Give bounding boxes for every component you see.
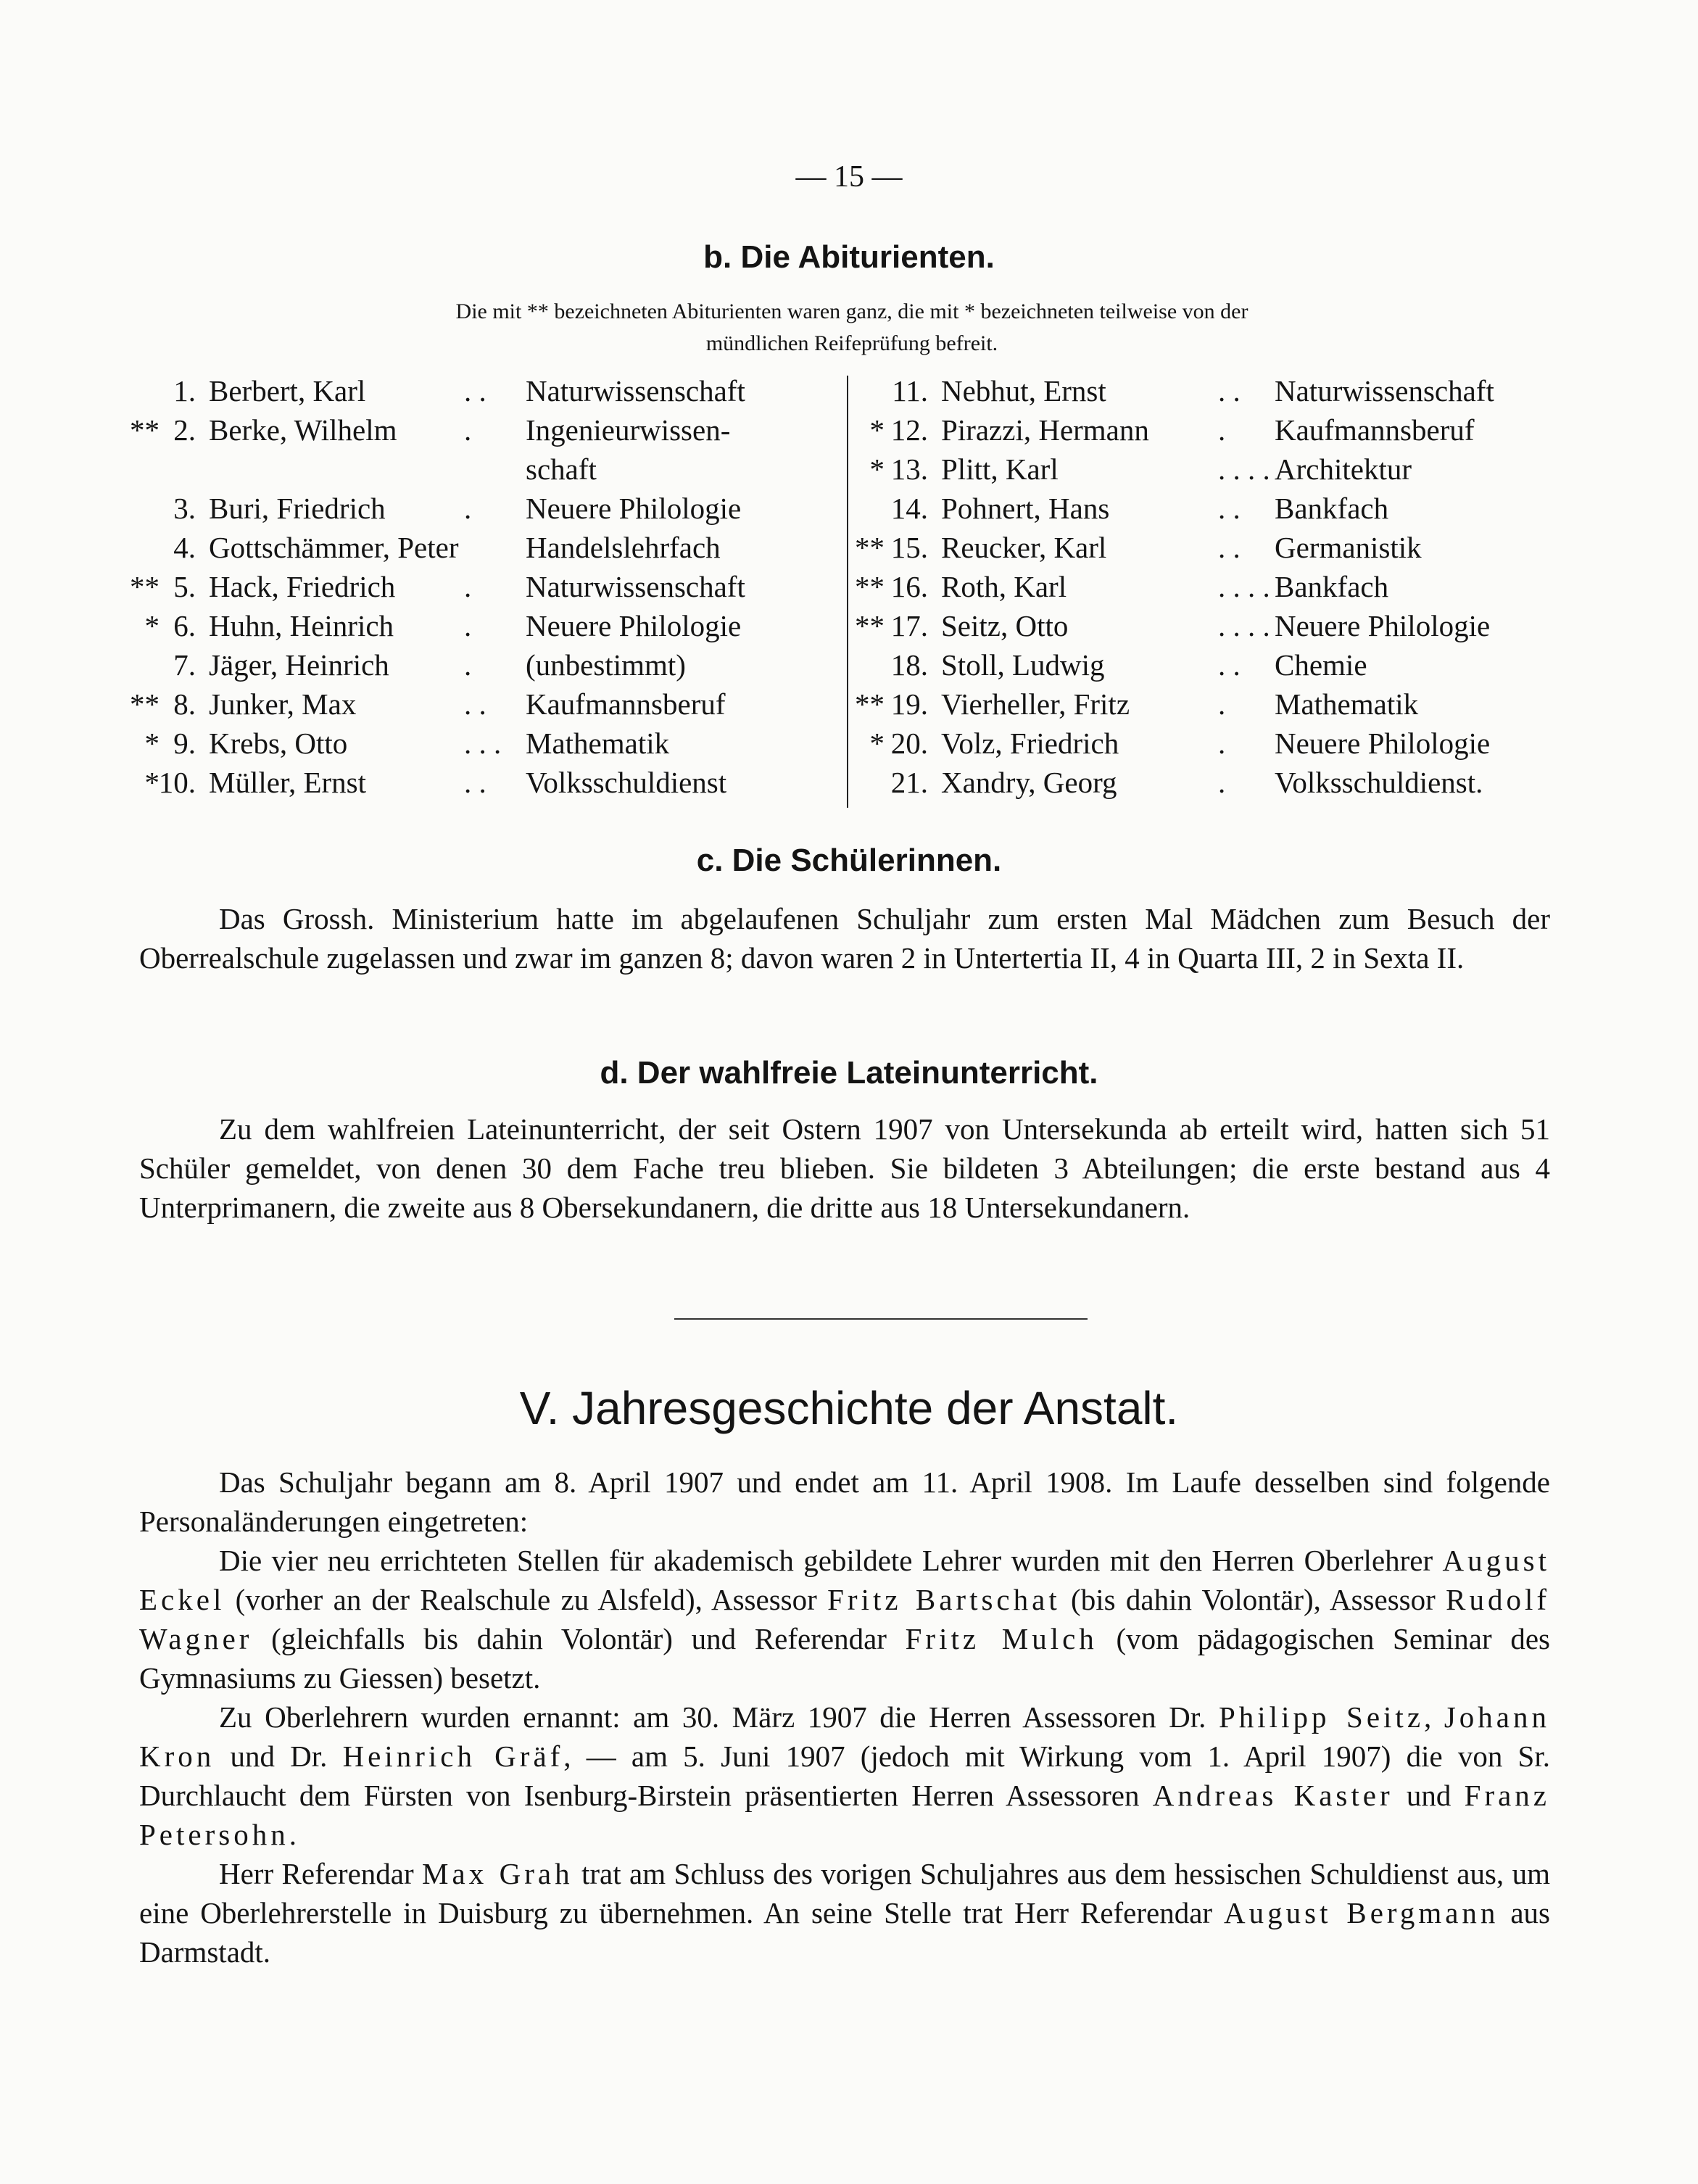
leader-dots: . . [1218, 648, 1241, 682]
student-name: Berbert, Karl [209, 374, 366, 408]
leader-dots: . . [464, 687, 486, 721]
student-number: 4. [173, 531, 196, 564]
student-name: Huhn, Heinrich [209, 609, 394, 642]
student-subject: Kaufmannsberuf [1275, 413, 1475, 447]
student-number: 1. [173, 374, 196, 408]
student-number: 17. [890, 609, 928, 642]
person-name: Philipp Seitz [1218, 1700, 1425, 1734]
student-row [856, 684, 1581, 724]
student-row [123, 528, 834, 567]
student-row [856, 489, 1581, 528]
student-number: 19. [890, 687, 928, 721]
student-number: 12. [890, 413, 928, 447]
student-row [123, 763, 834, 802]
student-name: Berke, Wilhelm [209, 413, 397, 447]
leader-dots: . [464, 570, 472, 603]
student-subject: Ingenieurwissen- [526, 413, 731, 447]
schuelerinnen-text: Das Grossh. Ministerium hatte im abgelaufenen Schuljahr zum ersten Mal Mädchen zum Besuch der Oberrealschule zugelassen und zwar im ganzen 8; davon waren 2 in Untertertia II, 4 in Quarta III, 2 in Sexta II. [139, 902, 1550, 975]
leader-dots: . . [1218, 374, 1241, 408]
student-row [123, 645, 834, 684]
student-row [856, 528, 1581, 567]
schuelerinnen-paragraph [139, 899, 1550, 977]
heading-abiturienten: b. Die Abiturienten. [703, 239, 995, 275]
student-number: 3. [173, 492, 196, 525]
student-name: Xandry, Georg [941, 766, 1117, 799]
student-subject: Neuere Philologie [1275, 609, 1491, 642]
student-subject: Chemie [1275, 648, 1367, 682]
student-name: Buri, Friedrich [209, 492, 386, 525]
student-mark: * [869, 727, 885, 760]
person-name: Franz Petersohn [139, 1779, 1550, 1851]
student-row [123, 410, 834, 450]
student-name: Hack, Friedrich [209, 570, 396, 603]
student-row [123, 606, 834, 645]
student-row [856, 606, 1581, 645]
student-number: 10. [158, 766, 196, 799]
student-subject: Bankfach [1275, 492, 1389, 525]
student-number: 2. [173, 413, 196, 447]
student-name: Stoll, Ludwig [941, 648, 1105, 682]
student-row [856, 763, 1581, 802]
student-subject: Kaufmannsberuf [526, 687, 726, 721]
student-subject: Bankfach [1275, 570, 1389, 603]
leader-dots: . . [464, 766, 486, 799]
student-mark: * [144, 609, 160, 642]
leader-dots: . . [464, 374, 486, 408]
person-name: Fritz Bartschat [827, 1583, 1061, 1616]
student-mark: * [869, 452, 885, 486]
student-number: 5. [173, 570, 196, 603]
abiturienten-list-right [856, 371, 1581, 802]
student-name: Gottschämmer, Peter [209, 531, 459, 564]
student-row [123, 371, 834, 410]
student-name: Pohnert, Hans [941, 492, 1110, 525]
person-name: August Eckel [139, 1544, 1550, 1616]
student-subject: Mathematik [1275, 687, 1419, 721]
leader-dots: . . . . [1218, 570, 1270, 603]
student-name: Roth, Karl [941, 570, 1067, 603]
student-name: Seitz, Otto [941, 609, 1069, 642]
leader-dots: . [464, 492, 472, 525]
student-mark: * [144, 766, 160, 799]
student-mark: * [869, 413, 885, 447]
student-name: Junker, Max [209, 687, 357, 721]
section-rule [674, 1318, 1088, 1320]
student-subject: Architektur [1275, 452, 1412, 486]
student-subject: Volksschuldienst [526, 766, 727, 799]
person-name: August Bergmann [1224, 1896, 1499, 1929]
student-number: 7. [173, 648, 196, 682]
student-subject: Germanistik [1275, 531, 1422, 564]
student-subject: Naturwissenschaft [526, 570, 745, 603]
student-mark: ** [855, 609, 885, 642]
student-name: Krebs, Otto [209, 727, 348, 760]
student-name: Jäger, Heinrich [209, 648, 389, 682]
leader-dots: . [464, 609, 472, 642]
latein-paragraph [139, 1109, 1550, 1227]
student-number: 6. [173, 609, 196, 642]
student-mark: ** [130, 687, 160, 721]
person-name: Rudolf Wagner [139, 1583, 1550, 1655]
student-number: 11. [892, 374, 928, 408]
section-title-jahresgeschichte: V. Jahresgeschichte der Anstalt. [519, 1382, 1179, 1434]
student-mark: ** [855, 531, 885, 564]
person-name: Max Grah [422, 1857, 573, 1890]
jahresgeschichte-p2: Die vier neu errichteten Stellen für akademisch gebildete Lehrer wurden mit den Herren Oberlehrer August Eckel (vorher an der Realschule zu Alsfeld), Assessor Fritz Bartschat (bis dahin Volontär), Assessor Rudolf Wagner (gleichfalls bis dahin Volontär) und Referendar Fritz Mulch (vom pädagogischen Seminar des Gymnasiums zu Giessen) besetzt. [139, 1544, 1550, 1695]
student-number: 13. [890, 452, 928, 486]
leader-dots: . . . [464, 727, 502, 760]
student-row [856, 450, 1581, 489]
leader-dots: . [1218, 687, 1226, 721]
student-number: 14. [890, 492, 928, 525]
leader-dots: . [1218, 766, 1226, 799]
heading-schuelerinnen: c. Die Schülerinnen. [696, 843, 1002, 878]
student-number: 20. [890, 727, 928, 760]
page-number: — 15 — [795, 160, 903, 194]
abiturienten-note [131, 296, 1573, 360]
student-name: Nebhut, Ernst [941, 374, 1106, 408]
student-row [856, 371, 1581, 410]
student-row [123, 567, 834, 606]
student-row [856, 410, 1581, 450]
student-subject: Neuere Philologie [526, 609, 742, 642]
abiturienten-note-line2: mündlichen Reifeprüfung befreit. [705, 331, 998, 355]
jahresgeschichte-p1: Das Schuljahr begann am 8. April 1907 und endet am 11. April 1908. Im Laufe desselben sind folgende Personaländerungen eingetreten: [139, 1465, 1550, 1538]
student-row [123, 724, 834, 763]
person-name: Johann Kron [139, 1700, 1550, 1773]
abiturienten-note-line1: Die mit ** bezeichneten Abiturienten waren ganz, die mit * bezeichneten teilweise von der [455, 299, 1248, 323]
leader-dots: . . [1218, 531, 1241, 564]
student-mark: * [144, 727, 160, 760]
student-number: 15. [890, 531, 928, 564]
heading-latein: d. Der wahlfreie Lateinunterricht. [600, 1055, 1098, 1091]
jahresgeschichte-body [139, 1463, 1550, 1972]
leader-dots: . [1218, 727, 1226, 760]
student-name: Vierheller, Fritz [941, 687, 1130, 721]
student-subject: Neuere Philologie [1275, 727, 1491, 760]
student-subject: schaft [526, 452, 597, 486]
student-name: Plitt, Karl [941, 452, 1059, 486]
student-row [123, 450, 834, 489]
student-row [123, 489, 834, 528]
student-number: 16. [890, 570, 928, 603]
leader-dots: . . [1218, 492, 1241, 525]
student-subject: Neuere Philologie [526, 492, 742, 525]
student-row [123, 684, 834, 724]
student-name: Reucker, Karl [941, 531, 1107, 564]
abiturienten-list-left [123, 371, 834, 802]
leader-dots: . [464, 413, 472, 447]
student-subject: Naturwissenschaft [526, 374, 745, 408]
latein-text: Zu dem wahlfreien Lateinunterricht, der seit Ostern 1907 von Untersekunda ab erteilt wird, hatten sich 51 Schüler gemeldet, von denen 30 dem Fache treu blieben. Sie bildeten 3 Abteilungen; die erste bestand aus 4 Unterprimanern, die zweite aus 8 Obersekundanern, die dritte aus 18 Untersekundanern. [139, 1112, 1550, 1224]
student-subject: Volksschuldienst. [1275, 766, 1483, 799]
student-mark: ** [130, 570, 160, 603]
jahresgeschichte-p4: Herr Referendar Max Grah trat am Schluss des vorigen Schuljahres aus dem hessischen Schuldienst aus, um eine Oberlehrerstelle in Duisburg zu übernehmen. An seine Stelle trat Herr Referendar August Bergmann aus Darmstadt. [139, 1857, 1550, 1969]
student-subject: Handelslehrfach [526, 531, 721, 564]
student-number: 21. [890, 766, 928, 799]
person-name: Fritz Mulch [905, 1622, 1098, 1655]
student-mark: ** [130, 413, 160, 447]
student-subject: (unbestimmt) [526, 648, 686, 682]
leader-dots: . . . . [1218, 609, 1270, 642]
student-mark: ** [855, 687, 885, 721]
person-name: Andreas Kaster [1152, 1779, 1393, 1812]
student-number: 18. [890, 648, 928, 682]
student-name: Volz, Friedrich [941, 727, 1119, 760]
leader-dots: . . . . [1218, 452, 1270, 486]
person-name: Heinrich Gräf [342, 1740, 564, 1773]
student-number: 8. [173, 687, 196, 721]
student-number: 9. [173, 727, 196, 760]
student-subject: Naturwissenschaft [1275, 374, 1494, 408]
student-row [856, 645, 1581, 684]
student-subject: Mathematik [526, 727, 670, 760]
student-row [856, 567, 1581, 606]
jahresgeschichte-p3: Zu Oberlehrern wurden ernannt: am 30. März 1907 die Herren Assessoren Dr. Philipp Seitz, Johann Kron und Dr. Heinrich Gräf, — am 5. Juni 1907 (jedoch mit Wirkung vom 1. April 1907) die von Sr. Durchlaucht dem Fürsten von Isenburg-Birstein präsentierten Herren Assessoren Andreas Kaster und Franz Petersohn. [139, 1700, 1550, 1851]
student-row [856, 724, 1581, 763]
leader-dots: . [464, 648, 472, 682]
student-mark: ** [855, 570, 885, 603]
student-name: Müller, Ernst [209, 766, 366, 799]
student-name: Pirazzi, Hermann [941, 413, 1149, 447]
leader-dots: . [1218, 413, 1226, 447]
